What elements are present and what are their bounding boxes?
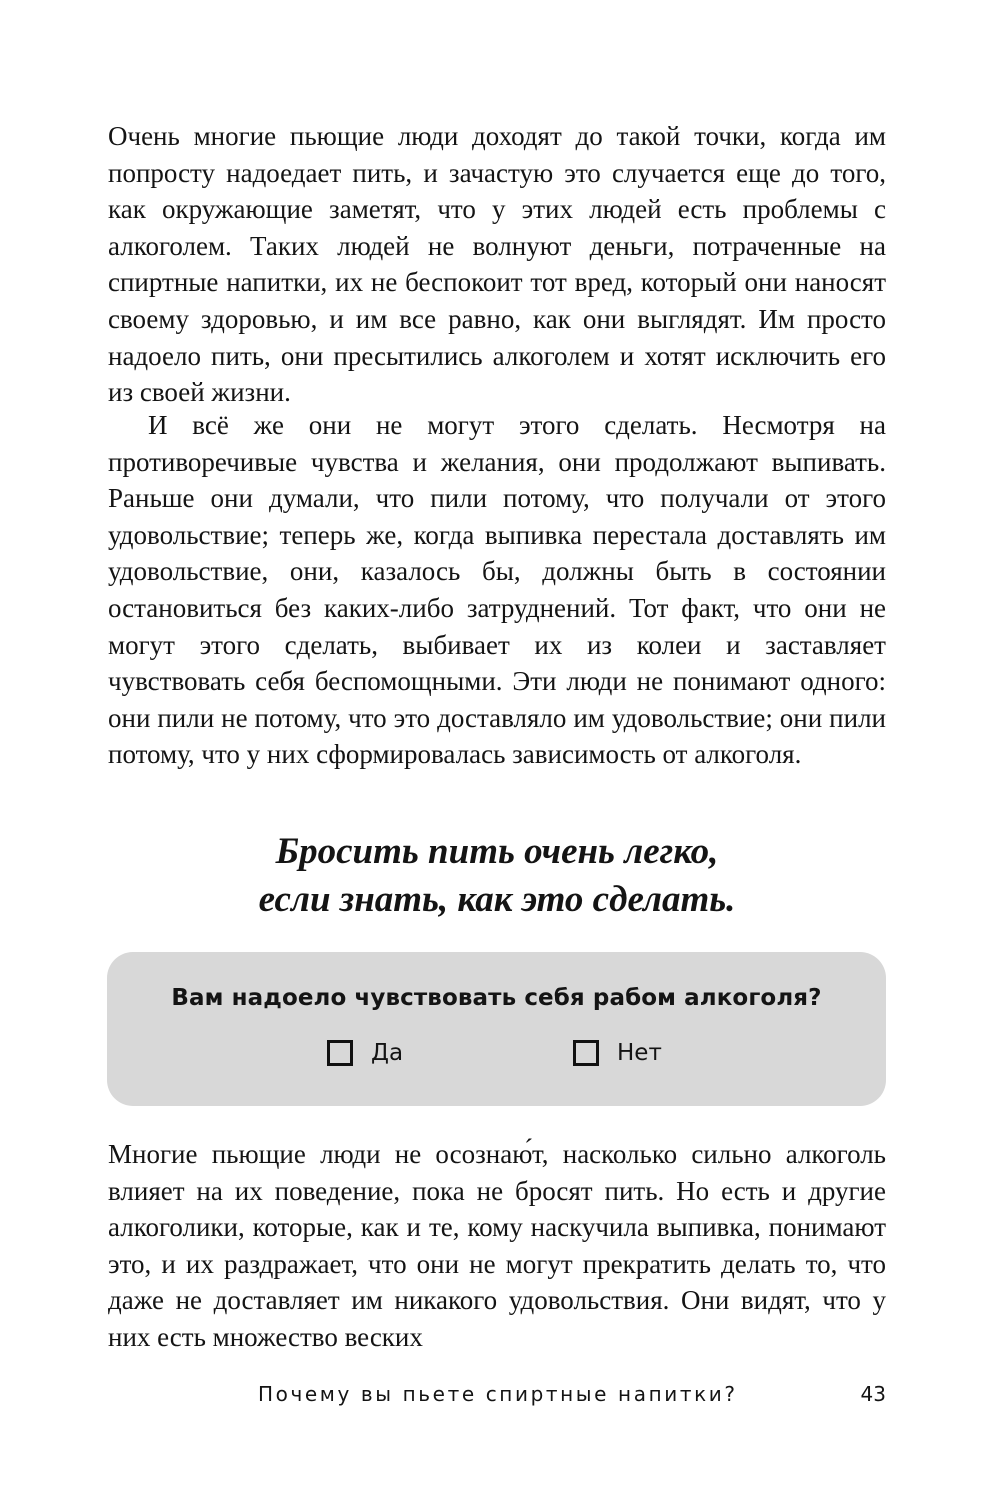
body-paragraph-3: Многие пьющие люди не осознаю́т, насколько сильно алкоголь влияет на их поведение, пока не бросят пить. Но есть и другие алкоголики, которые, как и те, кому наскучила выпивка, понимают это, и их раздражает, что они не могут прекратить делать то, что даже не доставляет им никакого удовольствия. Они видят, что у них есть множество веских [108, 1139, 886, 1352]
body-paragraph-2: И всё же они не могут этого сделать. Несмотря на противоречивые чувства и желания, они продолжают выпивать. Раньше они думали, что пили потому, что получали от этого удовольствие; теперь же, когда выпивка перестала доставлять им удовольствие, они, казалось бы, должны быть в состоянии остановиться без каких-либо затруднений. Тот факт, что они не могут этого сделать, выбивает их из колеи и заставляет чувствовать себя беспомощными. Эти люди не понимают одного: они пили не потому, что это доставляло им удовольствие; они пили потому, что у них сформировалась зависимость от алкоголя. [108, 410, 886, 770]
page-number: 43 [860, 1382, 886, 1406]
pull-quote-line-1: Бросить пить очень легко, [275, 831, 719, 872]
question-box [107, 952, 886, 1106]
question-text: Вам надоело чувствовать себя рабом алкоголя? [171, 985, 822, 1011]
no-checkbox[interactable] [573, 1040, 599, 1066]
no-label: Нет [617, 1040, 662, 1066]
yes-checkbox[interactable] [327, 1040, 353, 1066]
answer-no-option[interactable] [573, 1040, 662, 1066]
pull-quote-line-2: если знать, как это сделать. [258, 879, 736, 920]
body-paragraph-1: Очень многие пьющие люди доходят до такой точки, когда им попросту надоедает пить, и зачастую это случается еще до того, как окружающие заметят, что у этих людей есть проблемы с алкоголем. Таких людей не волнуют деньги, потраченные на спиртные напитки, их не беспокоит тот вред, который они наносят своему здоровью, и им все равно, как они выглядят. Им просто надоело пить, они пресытились алкоголем и хотят исключить его из своей жизни. [108, 121, 886, 408]
yes-label: Да [371, 1040, 404, 1066]
answer-yes-option[interactable] [327, 1040, 403, 1066]
pull-quote [108, 828, 886, 924]
running-title: Почему вы пьете спиртные напитки? [258, 1382, 738, 1406]
